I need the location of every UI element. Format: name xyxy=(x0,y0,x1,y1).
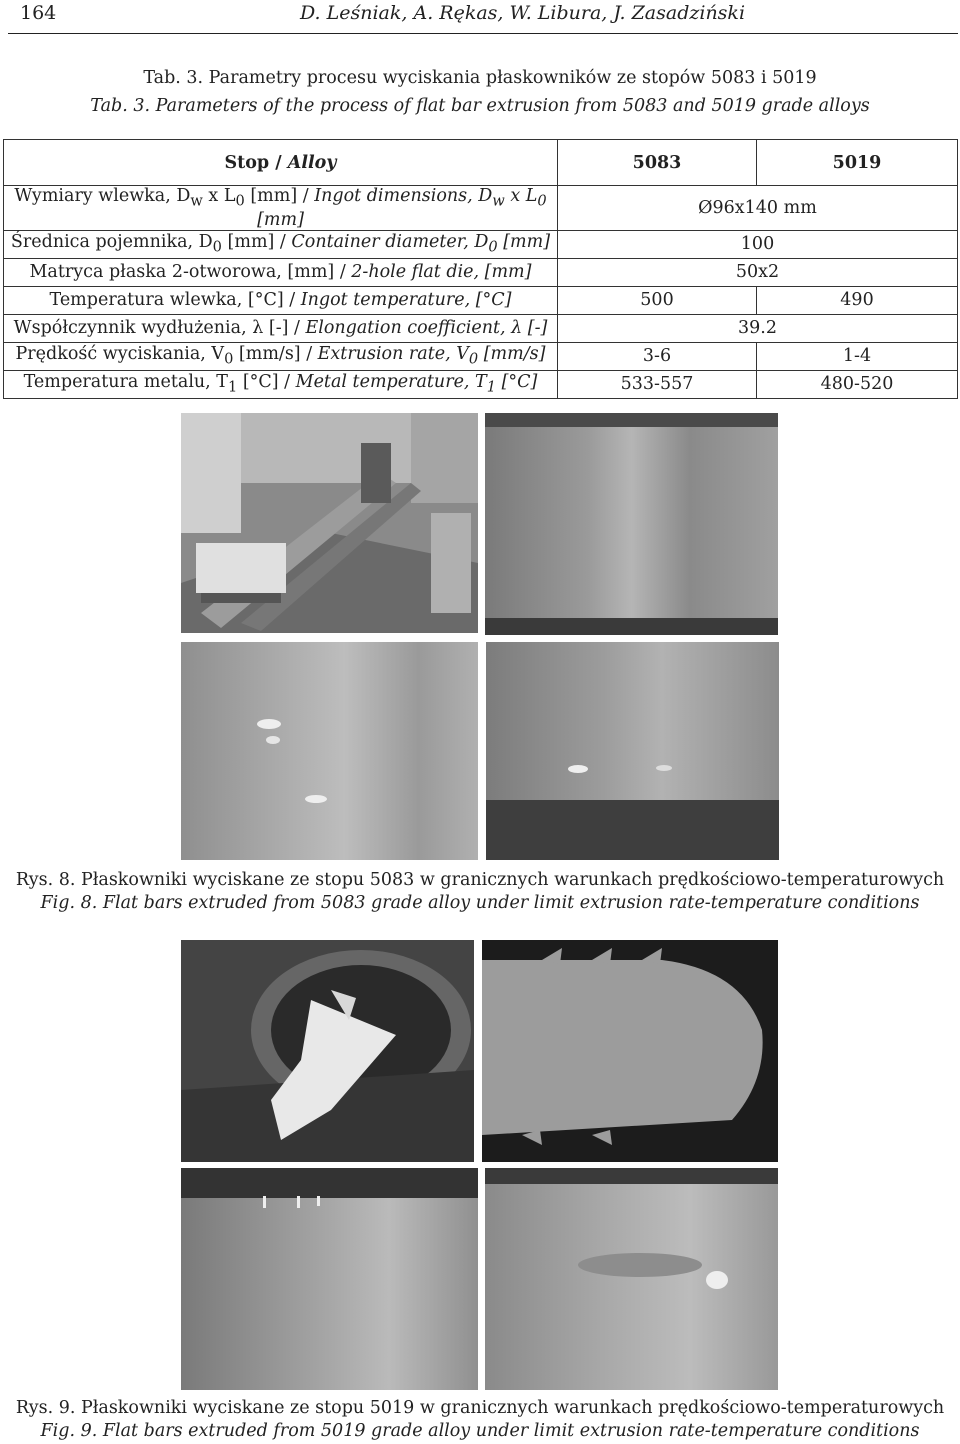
fig8-caption-en: Fig. 8. Flat bars extruded from 5083 grade alloy under limit extrusion rate-temperature conditions xyxy=(40,893,920,913)
value-5083: 3-6 xyxy=(558,342,757,370)
row-label: Wymiary wlewka, $D_w$ x $L_0$ [mm] / Ingot dimensions, $D_w$ x $L_0$ [mm] xyxy=(4,186,558,231)
flat-bar-surface-photo-2 xyxy=(181,642,478,860)
extruded-scrap-photo xyxy=(181,940,474,1162)
parameters-table xyxy=(3,139,958,399)
running-authors: D. Leśniak, A. Rękas, W. Libura, J. Zasadziński xyxy=(300,2,746,24)
row-label: Współczynnik wydłużenia, λ [-] / Elongation coefficient, λ [-] xyxy=(4,314,558,342)
table-row xyxy=(4,342,958,370)
alloy-5019-header: 5019 xyxy=(757,140,958,186)
running-header xyxy=(0,0,960,34)
row-value: Ø96x140 mm xyxy=(558,186,958,231)
header-rule xyxy=(8,33,958,34)
extrusion-press-photo xyxy=(181,413,478,633)
flat-bar-surface-photo-3 xyxy=(486,642,779,860)
flat-bar-surface-photo-1 xyxy=(485,413,778,635)
row-label: Średnica pojemnika, $D_0$ [mm] / Container diameter, $D_0$ [mm] xyxy=(4,230,558,258)
row-value: 100 xyxy=(558,230,958,258)
page-number: 164 xyxy=(20,2,57,24)
table-row xyxy=(4,370,958,398)
fig8-caption-pl: Rys. 8. Płaskowniki wyciskane ze stopu 5083 w granicznych warunkach prędkościowo-temperaturowych xyxy=(15,870,945,890)
alloy-5083-header: 5083 xyxy=(558,140,757,186)
flat-bar-surface-photo-4 xyxy=(181,1168,478,1390)
row-label: Matryca płaska 2-otworowa, [mm] / 2-hole flat die, [mm] xyxy=(4,258,558,286)
flat-bar-cracked-edge-photo xyxy=(482,940,778,1162)
value-5083: 500 xyxy=(558,286,757,314)
table-row xyxy=(4,286,958,314)
alloy-column-header: Stop / Alloy xyxy=(4,140,558,186)
value-5019: 490 xyxy=(757,286,958,314)
table-row xyxy=(4,258,958,286)
value-5019: 480-520 xyxy=(757,370,958,398)
row-value: 50x2 xyxy=(558,258,958,286)
value-5019: 1-4 xyxy=(757,342,958,370)
row-value: 39.2 xyxy=(558,314,958,342)
row-label: Temperatura metalu, $T_1$ [°C] / Metal temperature, $T_1$ [°C] xyxy=(4,370,558,398)
table-caption-en: Tab. 3. Parameters of the process of flat bar extrusion from 5083 and 5019 grade alloys xyxy=(90,96,870,116)
table-row xyxy=(4,230,958,258)
row-label: Prędkość wyciskania, $V_0$ [mm/s] / Extrusion rate, $V_0$ [mm/s] xyxy=(4,342,558,370)
fig9-caption-pl: Rys. 9. Płaskowniki wyciskane ze stopu 5019 w granicznych warunkach prędkościowo-temperaturowych xyxy=(15,1398,945,1418)
table-header-row xyxy=(4,140,958,186)
fig9-caption-en: Fig. 9. Flat bars extruded from 5019 grade alloy under limit extrusion rate-temperature conditions xyxy=(40,1421,920,1441)
table-row xyxy=(4,314,958,342)
value-5083: 533-557 xyxy=(558,370,757,398)
flat-bar-surface-photo-5 xyxy=(485,1168,778,1390)
table-caption-pl: Tab. 3. Parametry procesu wyciskania płaskowników ze stopów 5083 i 5019 xyxy=(143,68,817,88)
row-label: Temperatura wlewka, [°C] / Ingot temperature, [°C] xyxy=(4,286,558,314)
table-row xyxy=(4,186,958,231)
